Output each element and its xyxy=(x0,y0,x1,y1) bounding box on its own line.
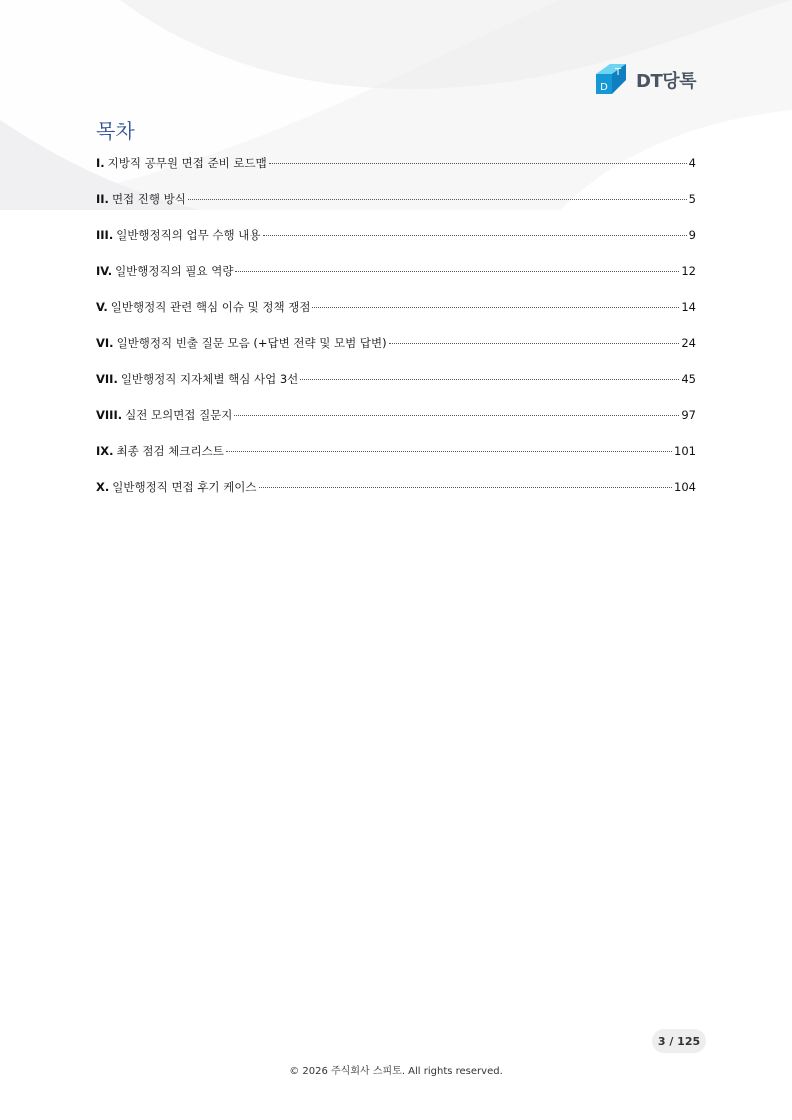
toc-entry-10[interactable] xyxy=(96,478,696,514)
toc-entry-page: 45 xyxy=(681,372,696,386)
copyright-footer: © 2026 주식회사 스피토. All rights reserved. xyxy=(289,1066,503,1077)
toc-entry-number: III. xyxy=(96,228,114,242)
toc-entry-page: 24 xyxy=(681,336,696,350)
toc-entry-label: 최종 점검 체크리스트 xyxy=(116,444,224,458)
toc-dot-leader xyxy=(269,163,687,164)
toc-entry-page: 12 xyxy=(681,264,696,278)
toc-entry-9[interactable] xyxy=(96,442,696,478)
toc-entry-label: 실전 모의면접 질문지 xyxy=(125,408,233,422)
toc-dot-leader xyxy=(234,415,679,416)
toc-entry-label: 일반행정직의 업무 수행 내용 xyxy=(116,228,261,242)
toc-entry-page: 101 xyxy=(674,444,696,458)
toc-entry-number: VIII. xyxy=(96,408,123,422)
toc-entry-1[interactable] xyxy=(96,154,696,190)
toc-entry-page: 9 xyxy=(688,228,696,242)
logo-text: DT당톡 xyxy=(636,71,696,92)
toc-dot-leader xyxy=(300,379,679,380)
cube-logo-icon xyxy=(592,60,632,100)
toc-entry-number: VII. xyxy=(96,372,118,386)
toc-entry-page: 14 xyxy=(681,300,696,314)
toc-entry-number: II. xyxy=(96,192,109,206)
toc-dot-leader xyxy=(226,451,672,452)
toc-entry-page: 104 xyxy=(674,480,696,494)
toc-dot-leader xyxy=(188,199,687,200)
toc-entry-label: 일반행정직 면접 후기 케이스 xyxy=(112,480,257,494)
toc-entry-5[interactable] xyxy=(96,298,696,334)
toc-entry-3[interactable] xyxy=(96,226,696,262)
toc-entry-6[interactable] xyxy=(96,334,696,370)
toc-entry-7[interactable] xyxy=(96,370,696,406)
toc-entry-4[interactable] xyxy=(96,262,696,298)
toc-dot-leader xyxy=(312,307,679,308)
toc-entry-label: 일반행정직의 필요 역량 xyxy=(115,264,234,278)
toc-entry-label: 일반행정직 지자체별 핵심 사업 3선 xyxy=(120,372,299,386)
toc-entry-number: IV. xyxy=(96,264,113,278)
toc-entry-number: V. xyxy=(96,300,108,314)
logo-letter-d: D xyxy=(600,82,608,93)
logo-letter-t: T xyxy=(614,67,622,78)
toc-entry-number: IX. xyxy=(96,444,114,458)
toc-entry-number: VI. xyxy=(96,336,114,350)
page-indicator: 3 / 125 xyxy=(652,1029,706,1053)
toc-entry-page: 97 xyxy=(681,408,696,422)
toc-entry-label: 일반행정직 빈출 질문 모음 (+답변 전략 및 모범 답변) xyxy=(116,336,387,350)
toc-dot-leader xyxy=(263,235,687,236)
table-of-contents xyxy=(96,154,696,514)
toc-entry-number: I. xyxy=(96,156,105,170)
toc-dot-leader xyxy=(259,487,673,488)
toc-entry-label: 일반행정직 관련 핵심 이슈 및 정책 쟁점 xyxy=(110,300,311,314)
brand-logo xyxy=(592,60,696,100)
toc-entry-number: X. xyxy=(96,480,110,494)
toc-entry-page: 4 xyxy=(688,156,696,170)
toc-dot-leader xyxy=(235,271,679,272)
toc-title: 목차 xyxy=(96,119,135,143)
toc-entry-page: 5 xyxy=(688,192,696,206)
toc-entry-label: 면접 진행 방식 xyxy=(111,192,186,206)
toc-entry-8[interactable] xyxy=(96,406,696,442)
toc-entry-label: 지방직 공무원 면접 준비 로드맵 xyxy=(107,156,267,170)
toc-dot-leader xyxy=(389,343,680,344)
toc-entry-2[interactable] xyxy=(96,190,696,226)
